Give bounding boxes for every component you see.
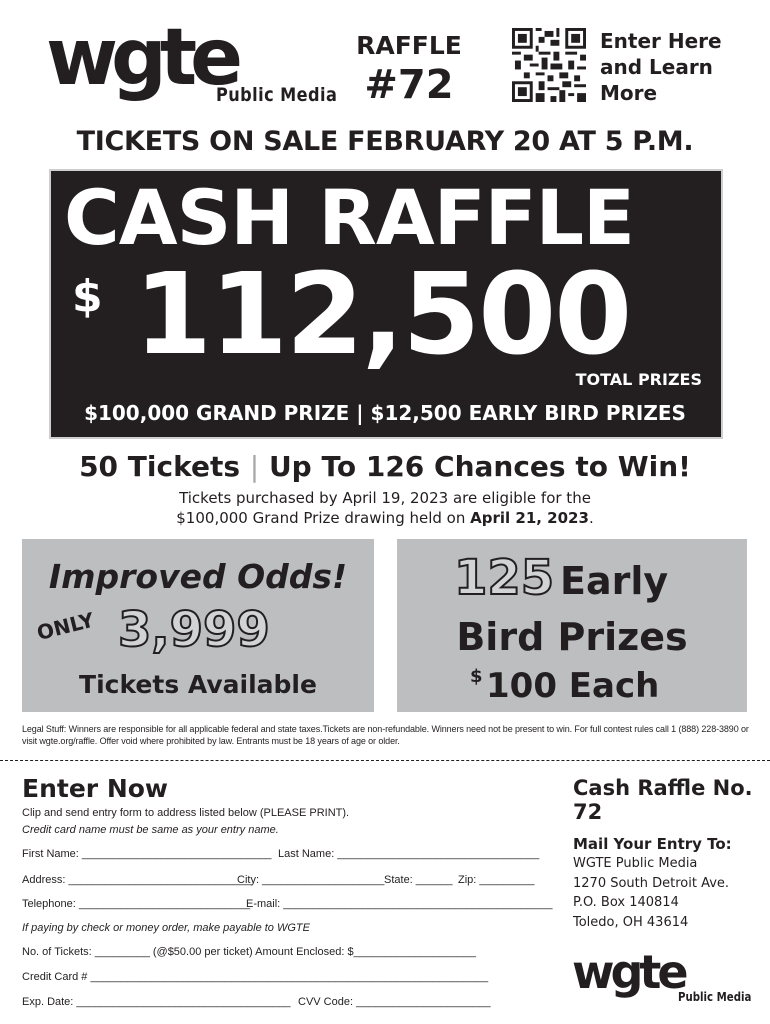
address-line: Toledo, OH 43614 <box>573 914 689 930</box>
banner-amount: 112,500 <box>134 250 631 380</box>
form-instruction: Clip and send entry form to address listed below (PLEASE PRINT). <box>22 807 350 819</box>
ticket-quantity-field[interactable]: No. of Tickets: _________ (@$50.00 per ticket) Amount Enclosed: $____________________ <box>22 946 476 958</box>
cash-raffle-number-title: Cash Raffle No. 72 <box>573 776 753 824</box>
raffle-number: #72 <box>364 62 454 108</box>
exp-date-field[interactable]: Exp. Date: ___________________________________ <box>22 996 291 1008</box>
form-name-note: Credit card name must be same as your entry name. <box>22 824 279 836</box>
last-name-field[interactable]: Last Name: _________________________________ <box>278 848 540 860</box>
prize-breakdown: $100,000 GRAND PRIZE | $12,500 EARLY BIRD PRIZES <box>84 401 686 425</box>
eligibility-suffix: . <box>588 509 594 527</box>
eligibility-line-1: Tickets purchased by April 19, 2023 are eligible for the <box>179 489 591 507</box>
early-bird-count: 125 <box>454 550 555 606</box>
payment-note: If paying by check or money order, make payable to WGTE <box>22 922 310 934</box>
qr-caption: Enter Here and Learn More <box>600 29 722 105</box>
telephone-field[interactable]: Telephone: ____________________________ <box>22 898 251 910</box>
address-field[interactable]: Address: ______________________________ <box>22 874 252 886</box>
qr-code-icon[interactable] <box>512 28 586 102</box>
early-bird-line-2: Bird Prizes <box>456 615 688 659</box>
sale-date-headline: TICKETS ON SALE FEBRUARY 20 AT 5 P.M. <box>76 126 694 157</box>
mail-entry-heading: Mail Your Entry To: <box>573 835 732 853</box>
early-bird-line-1: Early <box>560 559 669 603</box>
eligibility-line-2 <box>0 508 770 528</box>
improved-odds-headline: Improved Odds! <box>48 557 348 596</box>
banner-title: CASH RAFFLE <box>64 173 634 262</box>
footer-logo-subtitle: Public Media <box>678 990 752 1004</box>
footer-wgte-logo: wgte <box>572 945 685 999</box>
drawing-date: April 21, 2023 <box>470 509 589 527</box>
zip-field[interactable]: Zip: _________ <box>458 874 535 886</box>
address-line: P.O. Box 140814 <box>573 895 679 910</box>
ticket-limit-number: 3,999 <box>118 602 270 658</box>
chances-separator: | <box>249 450 260 483</box>
tickets-count-text: 50 Tickets <box>79 450 240 483</box>
chances-text: Up To 126 Chances to Win! <box>268 450 691 483</box>
cvv-field[interactable]: CVV Code: ______________________ <box>298 996 491 1008</box>
banner-dollar-sign: $ <box>72 271 103 322</box>
city-field[interactable]: City: ____________________ <box>237 874 385 886</box>
mailing-address <box>573 854 729 932</box>
address-line: 1270 South Detroit Ave. <box>573 875 730 891</box>
tickets-available-caption: Tickets Available <box>79 670 317 699</box>
email-field[interactable]: E-mail: ____________________________________________ <box>246 898 553 910</box>
state-field[interactable]: State: ______ <box>384 874 453 886</box>
eligibility-note <box>0 488 770 528</box>
first-name-field[interactable]: First Name: _______________________________ <box>22 848 272 860</box>
only-label: ONLY <box>34 607 97 645</box>
logo-subtitle: Public Media <box>216 84 338 106</box>
cut-line <box>0 760 770 761</box>
entry-form-title: Enter Now <box>22 774 169 803</box>
chances-headline <box>0 448 770 486</box>
early-bird-amount: 100 Each <box>486 666 660 706</box>
raffle-label: RAFFLE <box>356 31 462 60</box>
early-bird-dollar-sign: $ <box>470 666 483 687</box>
address-line: WGTE Public Media <box>573 856 698 871</box>
wgte-logo: wgte <box>46 13 237 103</box>
legal-disclaimer: Legal Stuff: Winners are responsible for all applicable federal and state taxes.Tickets are non-refundable. Winners need not be present to win. For full contest rules call 1 (888) 228-3890 or visit wgte.org/raffle. Offer void where prohibited by law. Entrants must be 18 years of age or older. <box>22 724 749 746</box>
credit-card-field[interactable]: Credit Card # _________________________________________________________________ <box>22 971 489 983</box>
eligibility-prefix: $100,000 Grand Prize drawing held on <box>176 509 471 527</box>
total-prizes-label: TOTAL PRIZES <box>575 370 702 389</box>
